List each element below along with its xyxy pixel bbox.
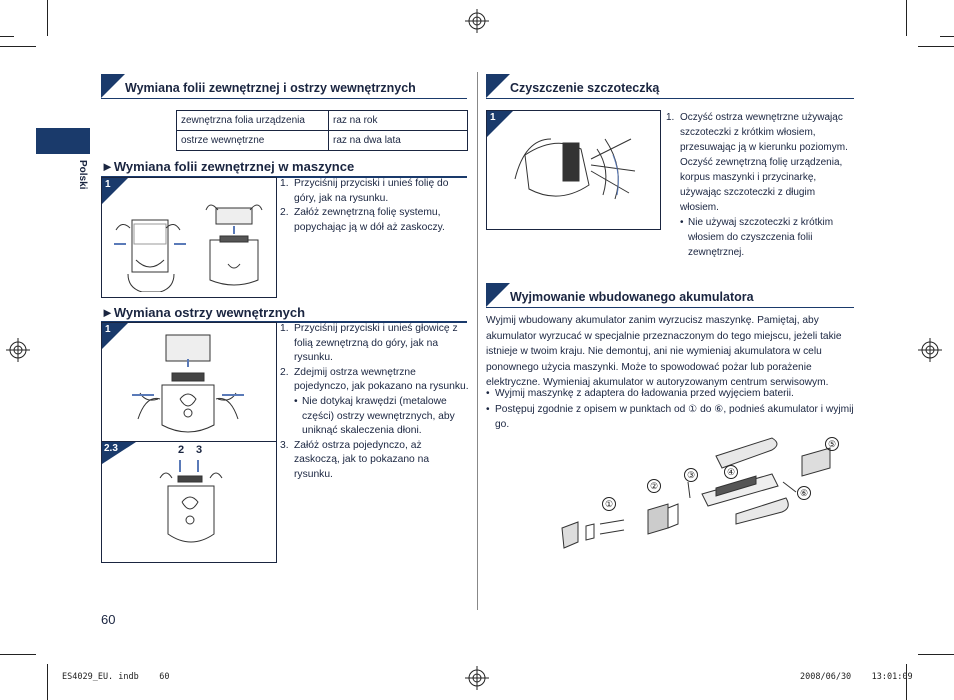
section-header-replacement [101,74,467,99]
table-cell: ostrze wewnętrzne [177,131,329,151]
shaver-blade-insert-illustration [152,458,232,558]
step-item: 1. Oczyść ostrza wewnętrzne używając szczoteczki z krótkim włosiem, przesuwając ją w kierunku poziomym. [666,112,848,153]
print-slug-file: ES4029_EU. indb 60 [62,672,170,682]
warning-bullet: • Nie dotykaj krawędzi (metalowe części) ostrzy wewnętrznych, aby uniknąć skaleczenia dłoni. [294,395,455,437]
replacement-schedule-table [176,110,468,151]
table-row [177,131,468,151]
subsection-title-foil: ►Wymiana folii zewnętrznej w maszynce [101,159,355,174]
callout-4: ④ [724,465,738,479]
shaver-foil-illustration [110,200,270,292]
brush-cleaning-illustration [505,119,655,223]
page-number: 60 [101,612,116,627]
section-title: Wyjmowanie wbudowanego akumulatora [510,290,754,304]
language-tab [36,128,90,154]
callout-2: ② [647,479,661,493]
registration-mark-right [918,338,942,362]
callout-5: ⑤ [825,437,839,451]
table-row [177,111,468,131]
step-item-continued: Oczyść zewnętrzną folię urządzenia, korpus maszynki i przycinarkę, używając szczoteczki z długim włosiem. [680,157,843,213]
battery-paragraph: Wyjmij wbudowany akumulator zanim wyrzucisz maszynkę. Pamiętaj, aby akumulator wyrzucać w specjalnie przeznaczonym do tego miejscu, jeżeli takie istnieje w twoim kraju. Nie demontuj, ani nie wymieniaj akumulatora w celu ponownego użycia maszynki. Może to spowodować pożar lub porażenie elektryczne. Wymieniaj akumulator w autoryzowanym centrum serwisowym. [486,315,842,388]
table-cell: raz na rok [329,111,468,131]
step-item: 2. Zdejmij ostrza wewnętrzne pojedynczo, jak pokazano na rysunku. [280,366,469,393]
figure-brush-cleaning [486,110,661,230]
callout-6: ⑥ [797,486,811,500]
registration-mark-left [6,338,30,362]
section-header-battery [486,283,854,308]
foil-steps [280,177,470,235]
table-cell: raz na dwa lata [329,131,468,151]
section-title: Wymiana folii zewnętrznej i ostrzy wewnętrznych [125,81,416,95]
table-cell: zewnętrzna folia urządzenia [177,111,329,131]
registration-mark-top [465,9,489,33]
column-divider [477,72,478,610]
step-item: 3. Załóż ostrza pojedynczo, aż zaskoczą, jak to pokazano na rysunku. [280,439,430,480]
warning-bullet: • Nie używaj szczoteczki z krótkim włosiem do czyszczenia folii zewnętrznej. [680,217,834,258]
print-slug-timestamp: 2008/06/30 13:01:09 [800,672,913,682]
figure-label-3: 3 [196,444,203,456]
figure-blades-step23 [101,441,277,563]
figure-badge: 2.3 [104,443,118,454]
figure-label-2: 2 [178,444,185,456]
battery-bullets [486,386,858,433]
step-item: 1. Przyciśnij przyciski i unieś folię do góry, jak na rysunku. [280,178,449,204]
registration-mark-bottom [465,666,489,690]
figure-badge: 1 [105,179,111,190]
step-item: 2. Załóż zewnętrzną folię systemu, popychając ją w dół aż zaskoczy. [280,207,445,233]
subsection-title-blades: ►Wymiana ostrzy wewnętrznych [101,305,306,320]
language-label: Polski [77,160,88,190]
step-item: 1. Przyciśnij przyciski i unieś głowicę z folią zewnętrzną do góry, jak na rysunku. [280,323,458,364]
cleaning-steps [666,110,856,260]
list-item: • Wyjmij maszynkę z adaptera do ładowania przed wyjęciem baterii. [486,388,794,399]
section-title: Czyszczenie szczoteczką [510,81,660,95]
figure-blades-step1 [101,322,277,443]
figure-foil-replacement [101,177,277,298]
callout-1: ① [602,497,616,511]
callout-3: ③ [684,468,698,482]
blade-steps [280,322,470,483]
shaver-head-illustration [132,329,252,439]
list-item: • Postępuj zgodnie z opisem w punktach od ① do ⑥, podnieś akumulator i wyjmij go. [486,403,854,430]
figure-badge: 1 [105,324,111,335]
section-header-cleaning [486,74,854,99]
figure-badge: 1 [490,112,496,123]
